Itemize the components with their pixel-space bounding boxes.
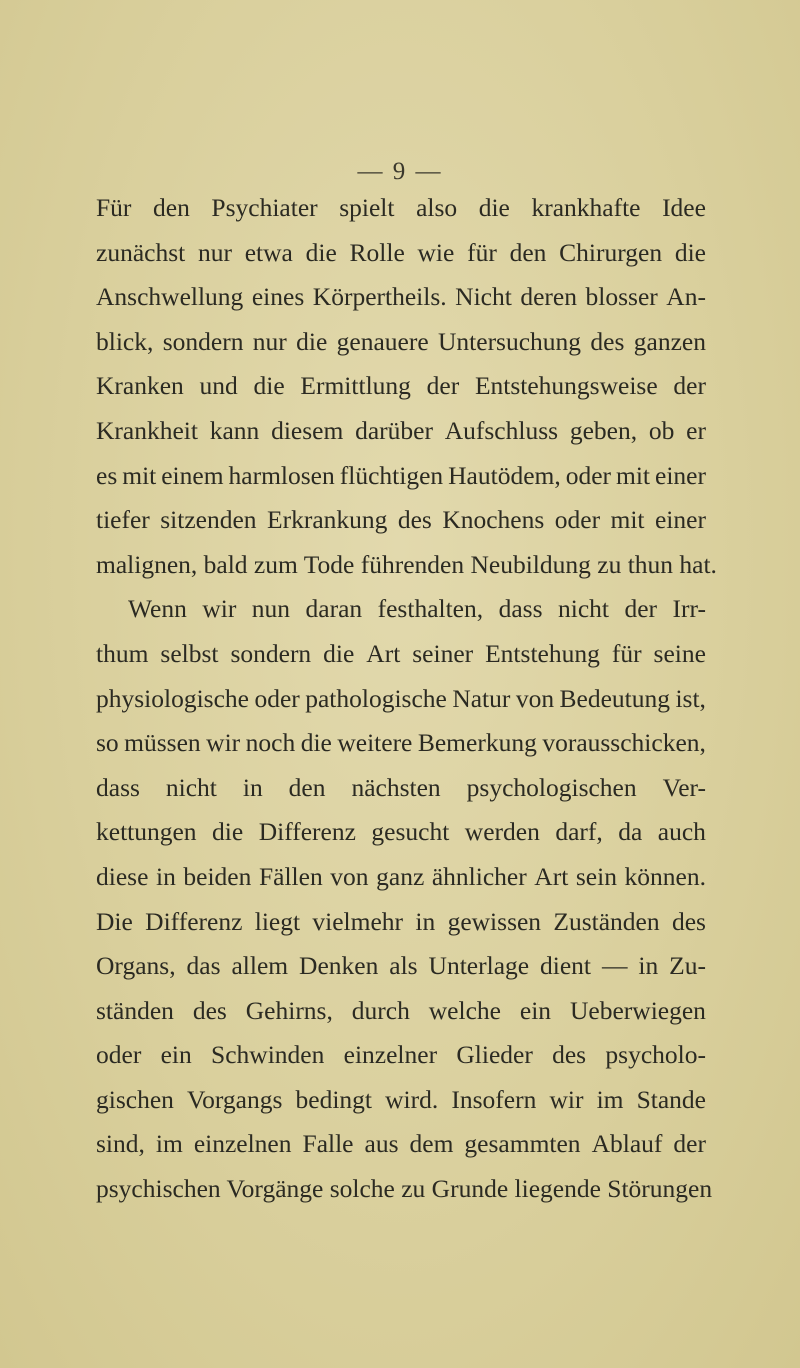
text-line: Für den Psychiater spielt also die krankhafte Idee xyxy=(96,193,706,222)
text-line: Organs, das allem Denken als Unterlage dient — in Zu- xyxy=(96,951,706,981)
text-line: physiologische oder pathologische Natur von Bedeutung ist, xyxy=(96,683,706,713)
text-line: Anschwellung eines Körpertheils. Nicht deren blosser An- xyxy=(96,282,706,312)
text-line: Die Differenz liegt vielmehr in gewissen Zuständen des xyxy=(96,906,706,936)
text-line: oder ein Schwinden einzelner Glieder des psycholo- xyxy=(96,1040,706,1070)
text-line: gischen Vorgangs bedingt wird. Insofern wir im Stande xyxy=(96,1084,706,1114)
body-text xyxy=(96,186,717,1212)
text-line: thum selbst sondern die Art seiner Entstehung für seine xyxy=(96,638,706,668)
page-number: — 9 — xyxy=(357,158,443,185)
text-line: psychischen Vorgänge solche zu Grunde liegende Störungen xyxy=(96,1174,713,1204)
text-line: blick, sondern nur die genauere Untersuchung des ganzen xyxy=(96,326,706,356)
text-line: dass nicht in den nächsten psychologischen Ver- xyxy=(96,772,706,802)
text-line: ständen des Gehirns, durch welche ein Ueberwiegen xyxy=(96,995,706,1025)
text-line: Wenn wir nun daran festhalten, dass nicht der Irr- xyxy=(128,594,706,624)
text-line: Krankheit kann diesem darüber Aufschluss geben, ob er xyxy=(96,415,706,445)
text-line: so müssen wir noch die weitere Bemerkung vorausschicken, xyxy=(96,728,706,758)
text-line: es mit einem harmlosen flüchtigen Hautödem, oder mit einer xyxy=(96,460,706,490)
text-line: malignen, bald zum Tode führenden Neubildung zu thun hat. xyxy=(96,549,717,579)
text-line: Kranken und die Ermittlung der Entstehungsweise der xyxy=(96,371,706,401)
text-line: sind, im einzelnen Falle aus dem gesammten Ablauf der xyxy=(96,1129,706,1159)
text-line: kettungen die Differenz gesucht werden darf, da auch xyxy=(96,817,706,847)
text-line: tiefer sitzenden Erkrankung des Knochens oder mit einer xyxy=(96,505,706,535)
text-line: zunächst nur etwa die Rolle wie für den Chirurgen die xyxy=(96,237,706,267)
text-line: diese in beiden Fällen von ganz ähnlicher Art sein können. xyxy=(96,861,706,891)
